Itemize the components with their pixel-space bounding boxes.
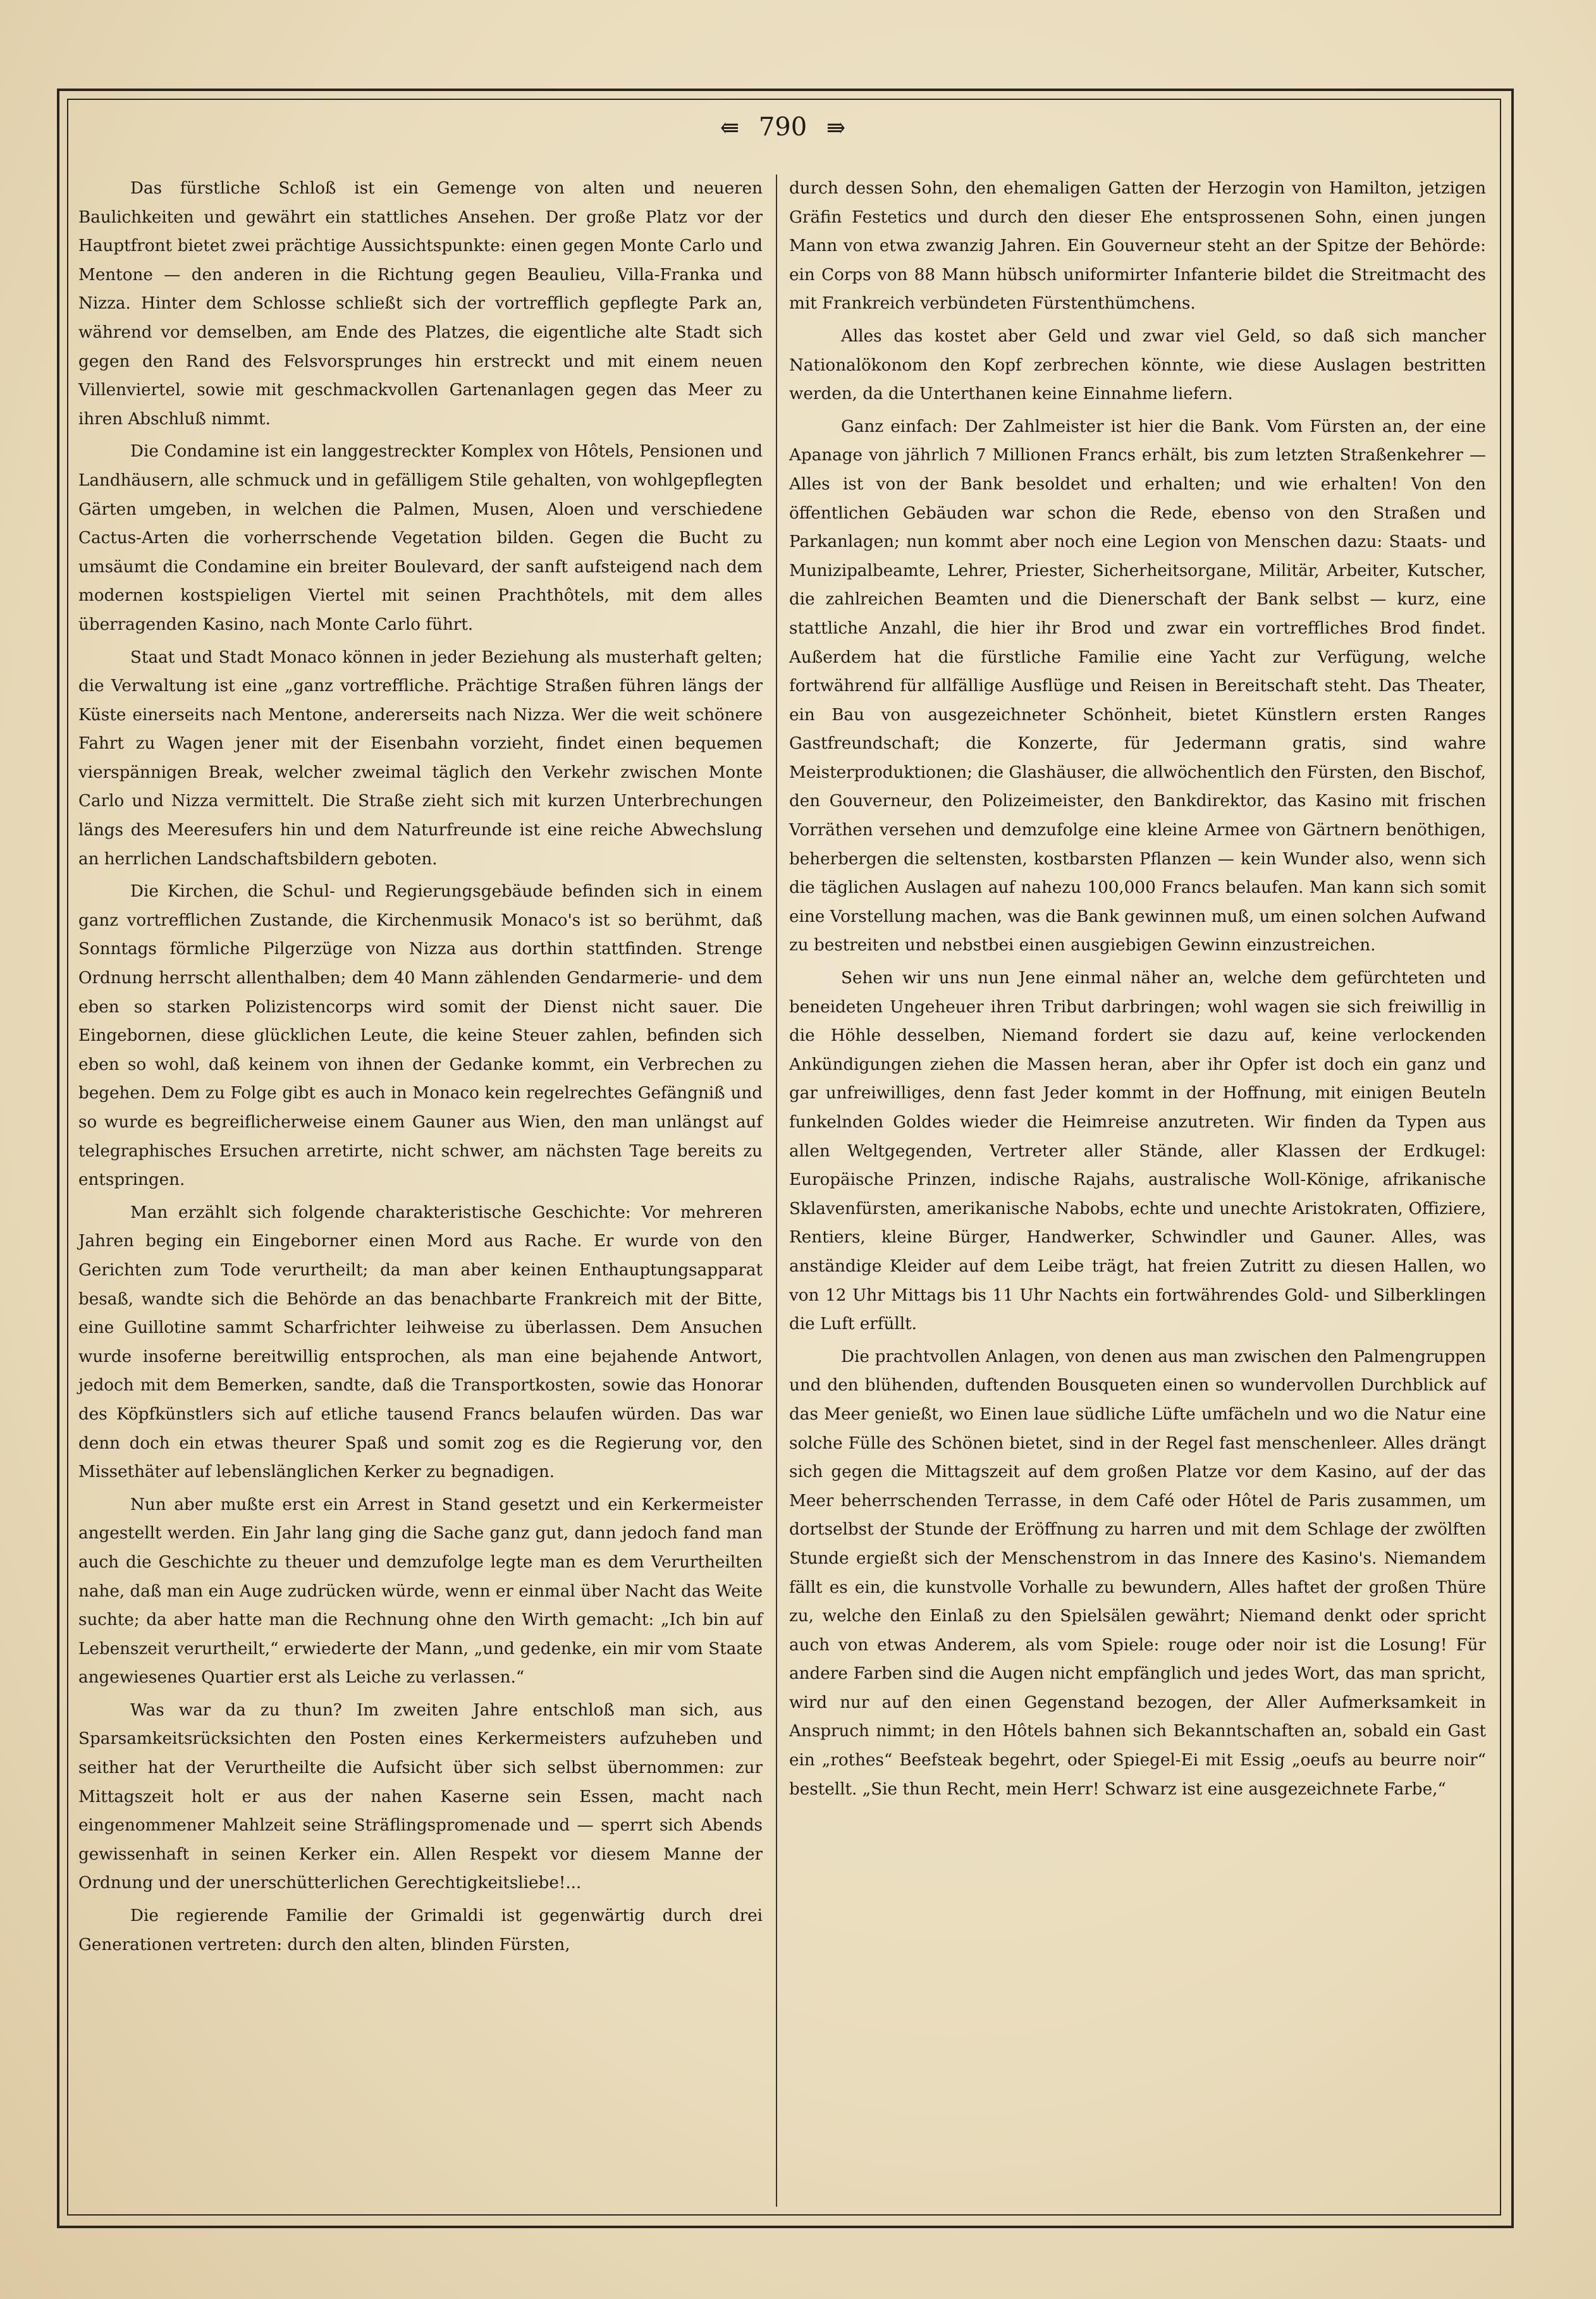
column-divider bbox=[776, 175, 777, 2207]
page-header bbox=[67, 113, 1499, 142]
paragraph: Sehen wir uns nun Jene einmal näher an, welche dem gefürchteten und beneideten Ungeheuer ihren Tribut darbringen; wohl wagen sie sich freiwillig in die Höhle desselben, Niemand fordert sie dazu auf, keine verlockenden Ankündigungen ziehen die Massen heran, aber ihr Opfer ist doch ein ganz und gar unfreiwilliges, denn fast Jeder kommt in der Hoffnung, mit einigen Beuteln funkelnden Goldes wieder die Heimreise anzutreten. Wir finden da Typen aus allen Weltgegenden, Vertreter aller Stände, aller Klassen der Erdkugel: Europäische Prinzen, indische Rajahs, australische Woll-Könige, afrikanische Sklavenfürsten, amerikanische Nabobs, echte und unechte Aristokraten, Offiziere, Rentiers, kleine Bürger, Handwerker, Schwindler und Gauner. Alles, was anständige Kleider auf dem Leibe trägt, hat freien Zutritt zu diesen Hallen, wo von 12 Uhr Mittags bis 11 Uhr Nachts ein fortwährendes Gold- und Silberklingen die Luft erfüllt. bbox=[789, 969, 1486, 1334]
left-column bbox=[78, 175, 763, 1963]
paragraph: Die Kirchen, die Schul- und Regierungsgebäude befinden sich in einem ganz vortrefflichen Zustande, die Kirchenmusik Monaco's ist so berühmt, daß Sonntags förmliche Pilgerzüge von Nizza aus dorthin stattfinden. Strenge Ordnung herrscht allenthalben; dem 40 Mann zählenden Gendarmerie- und dem eben so starken Polizistencorps wird somit der Dienst nicht sauer. Die Eingebornen, diese glücklichen Leute, die keine Steuer zahlen, befinden sich eben so wohl, daß keinem von ihnen der Gedanke kommt, ein Verbrechen zu begehen. Dem zu Folge gibt es auch in Monaco kein regelrechtes Gefängniß und so wurde es begreiflicherweise einem Gauner aus Wien, den man unlängst auf telegraphisches Ersuchen arretirte, nicht schwer, am nächsten Tage bereits zu entspringen. bbox=[78, 882, 763, 1190]
right-ornament-icon: ⇛ bbox=[826, 115, 846, 141]
page-number: 790 bbox=[758, 113, 807, 142]
paragraph: Nun aber mußte erst ein Arrest in Stand gesetzt und ein Kerkermeister angestellt werden. Ein Jahr lang ging die Sache ganz gut, dann jedoch fand man auch die Geschichte zu theuer und demzufolge legte man es dem Verurtheilten nahe, daß man ein Auge zudrücken würde, wenn er einmal über Nacht das Weite suchte; da aber hatte man die Rechnung ohne den Wirth gemacht: „Ich bin auf Lebenszeit verurtheilt,“ erwiederte der Mann, „und gedenke, ein mir vom Staate angewiesenes Quartier erst als Leiche zu verlassen.“ bbox=[78, 1495, 763, 1688]
paragraph: Das fürstliche Schloß ist ein Gemenge von alten und neueren Baulichkeiten und gewährt ein stattliches Ansehen. Der große Platz vor der Hauptfront bietet zwei prächtige Aussichtspunkte: einen gegen Monte Carlo und Mentone — den anderen in die Richtung gegen Beaulieu, Villa-Franka und Nizza. Hinter dem Schlosse schließt sich der vortrefflich gepflegte Park an, während vor demselben, am Ende des Platzes, die eigentliche alte Stadt sich gegen den Rand des Felsvorsprunges hin erstreckt und mit einem neuen Villenviertel, sowie mit geschmackvollen Gartenanlagen gegen das Meer zu ihren Abschluß nimmt. bbox=[78, 179, 763, 429]
paragraph: Man erzählt sich folgende charakteristische Geschichte: Vor mehreren Jahren beging ein Eingeborner einen Mord aus Rache. Er wurde von den Gerichten zum Tode verurtheilt; da man aber keinen Enthauptungsapparat besaß, wandte sich die Behörde an das benachbarte Frankreich mit der Bitte, eine Guillotine sammt Scharfrichter leihweise zu überlassen. Dem Ansuchen wurde insoferne bereitwillig entsprochen, als man eine bejahende Antwort, jedoch mit dem Bemerken, sandte, daß die Transportkosten, sowie das Honorar des Köpfkünstlers sich auf etliche tausend Francs belaufen würden. Das war denn doch ein etwas theurer Spaß und somit zog es die Regierung vor, den Missethäter auf lebenslänglichen Kerker zu begnadigen. bbox=[78, 1203, 763, 1482]
left-ornament-icon: ⇚ bbox=[720, 115, 740, 141]
paragraph: Die regierende Familie der Grimaldi ist gegenwärtig durch drei Generationen vertreten: durch den alten, blinden Fürsten, bbox=[78, 1906, 763, 1954]
paragraph: Was war da zu thun? Im zweiten Jahre entschloß man sich, aus Sparsamkeitsrücksichten den Posten eines Kerkermeisters aufzuheben und seither hat der Verurtheilte die Aufsicht über sich selbst übernommen: zur Mittagszeit holt er aus der nahen Kaserne sein Essen, macht nach eingenommener Mahlzeit seine Sträflingspromenade und — sperrt sich Abends gewissenhaft in seinen Kerker ein. Allen Respekt vor diesem Manne der Ordnung und der unerschütterlichen Gerechtigkeitsliebe!... bbox=[78, 1700, 763, 1893]
paragraph: Staat und Stadt Monaco können in jeder Beziehung als musterhaft gelten; die Verwaltung ist eine „ganz vortreffliche. Prächtige Straßen führen längs der Küste einerseits nach Mentone, andererseits nach Nizza. Wer die weit schönere Fahrt zu Wagen jener mit der Eisenbahn vorzieht, findet einen bequemen vierspännigen Break, welcher zweimal täglich den Verkehr zwischen Monte Carlo und Nizza vermittelt. Die Straße zieht sich mit kurzen Unterbrechungen längs des Meeresufers hin und dem Naturfreunde ist eine reiche Abwechslung an herrlichen Landschaftsbildern geboten. bbox=[78, 647, 763, 869]
paragraph: Die Condamine ist ein langgestreckter Komplex von Hôtels, Pensionen und Landhäusern, alle schmuck und in gefälligem Stile gehalten, von wohlgepflegten Gärten umgeben, in welchen die Palmen, Musen, Aloen und verschiedene Cactus-Arten die vorherrschende Vegetation bilden. Gegen die Bucht zu umsäumt die Condamine ein breiter Boulevard, der sanft aufsteigend nach dem modernen kostspieligen Viertel mit seinen Prachthôtels, mit dem alles überragenden Kasino, nach Monte Carlo führt. bbox=[78, 442, 763, 634]
paragraph: durch dessen Sohn, den ehemaligen Gatten der Herzogin von Hamilton, jetzigen Gräfin Festetics und durch den dieser Ehe entsprossenen Sohn, einen jungen Mann von etwa zwanzig Jahren. Ein Gouverneur steht an der Spitze der Behörde: ein Corps von 88 Mann hübsch uniformirter Infanterie bildet die Streitmacht des mit Frankreich verbündeten Fürstenthümchens. bbox=[789, 179, 1486, 314]
paragraph: Die prachtvollen Anlagen, von denen aus man zwischen den Palmengruppen und den blühenden, duftenden Bousqueten einen so wundervollen Durchblick auf das Meer genießt, wo Einen laue südliche Lüfte umfächeln und wo die Natur eine solche Fülle des Schönen bietet, sind in der Regel fast menschenleer. Alles drängt sich gegen die Mittagszeit auf dem großen Platze vor dem Kasino, auf der das Meer beherrschenden Terrasse, in dem Café oder Hôtel de Paris zusammen, um dortselbst der Stunde der Eröffnung zu harren und mit dem Schlage der zwölften Stunde ergießt sich der Menschenstrom in das Innere des Kasino's. Niemandem fällt es ein, die kunstvolle Vorhalle zu bewundern, Alles haftet der großen Thüre zu, welche den Einlaß zu den Spielsälen gewährt; Niemand denkt oder spricht auch von etwas Anderem, als vom Spiele: rouge oder noir ist die Losung! Für andere Farben sind die Augen nicht empfänglich und jedes Wort, das man spricht, wird nur auf den einen Gegenstand bezogen, der Aller Aufmerksamkeit in Anspruch nimmt; in den Hôtels bahnen sich Bekanntschaften an, sobald ein Gast ein „rothes“ Beefsteak begehrt, oder Spiegel-Ei mit Essig „oeufs au beurre noir“ bestellt. „Sie thun Recht, mein Herr! Schwarz ist eine ausgezeichnete Farbe,“ bbox=[789, 1347, 1486, 1799]
paragraph: Alles das kostet aber Geld und zwar viel Geld, so daß sich mancher Nationalökonom den Kopf zerbrechen könnte, wie diese Auslagen bestritten werden, da die Unterthanen keine Einnahme liefern. bbox=[789, 326, 1486, 404]
paragraph: Ganz einfach: Der Zahlmeister ist hier die Bank. Vom Fürsten an, der eine Apanage von jährlich 7 Millionen Francs erhält, bis zum letzten Straßenkehrer — Alles ist von der Bank besoldet und erhalten; und wie erhalten! Von den öffentlichen Gebäuden war schon die Rede, ebenso von den Straßen und Parkanlagen; nun kommt aber noch eine Legion von Menschen dazu: Staats- und Munizipalbeamte, Lehrer, Priester, Sicherheitsorgane, Militär, Arbeiter, Kutscher, die zahlreichen Beamten und die Dienerschaft der Bank selbst — kurz, eine stattliche Anzahl, die hier ihr Brod und zwar ein vortreffliches Brod findet. Außerdem hat die fürstliche Familie eine Yacht zur Verfügung, welche fortwährend für allfällige Ausflüge und Reisen in Bereitschaft steht. Das Theater, ein Bau von ausgezeichneter Schönheit, bietet Künstlern ersten Ranges Gastfreundschaft; die Konzerte, für Jedermann gratis, sind wahre Meisterproduktionen; die Glashäuser, die allwöchentlich den Fürsten, den Bischof, den Gouverneur, den Polizeimeister, den Bankdirektor, das Kasino mit frischen Vorräthen versehen und demzufolge eine kleine Armee von Gärtnern benöthigen, beherbergen die seltensten, kostbarsten Pflanzen — kein Wunder also, wenn sich die täglichen Auslagen auf nahezu 100,000 Francs belaufen. Man kann sich somit eine Vorstellung machen, was die Bank gewinnen muß, um einen solchen Aufwand zu bestreiten und nebstbei einen ausgiebigen Gewinn einzustreichen. bbox=[789, 417, 1486, 955]
right-column bbox=[789, 175, 1486, 1808]
